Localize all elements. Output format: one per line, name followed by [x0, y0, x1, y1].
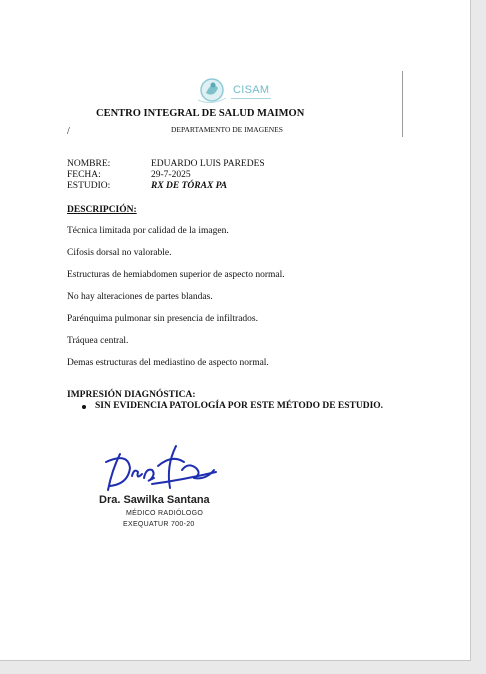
handwritten-signature — [102, 440, 222, 496]
study-value: RX DE TÓRAX PA — [151, 181, 228, 191]
stray-slash: / — [67, 126, 70, 137]
study-label: ESTUDIO: — [67, 181, 111, 191]
doctor-name: Dra. Sawilka Santana — [99, 494, 210, 506]
logo-underline — [231, 98, 271, 99]
bullet-icon — [82, 405, 86, 409]
department-name: DEPARTAMENTO DE IMAGENES — [171, 125, 283, 134]
description-title: DESCRIPCIÓN: — [67, 205, 137, 215]
date-value: 29-7-2025 — [151, 170, 191, 180]
window-background-bottom — [0, 661, 486, 674]
finding-line: Estructuras de hemiabdomen superior de aspecto normal. — [67, 270, 285, 280]
finding-line: No hay alteraciones de partes blandas. — [67, 292, 213, 302]
margin-marker — [402, 71, 403, 137]
impression-title: IMPRESIÓN DIAGNÓSTICA: — [67, 390, 196, 400]
name-label: NOMBRE: — [67, 159, 111, 169]
impression-item: SIN EVIDENCIA PATOLOGÍA POR ESTE MÉTODO DE ESTUDIO. — [95, 401, 384, 411]
organization-name: CENTRO INTEGRAL DE SALUD MAIMON — [96, 108, 305, 119]
window-background — [471, 0, 486, 674]
finding-line: Parénquima pulmonar sin presencia de infiltrados. — [67, 314, 259, 324]
finding-line: Demas estructuras del mediastino de aspecto normal. — [67, 358, 269, 368]
finding-line: Técnica limitada por calidad de la imagen. — [67, 226, 229, 236]
doctor-exequatur: EXEQUATUR 700-20 — [123, 521, 195, 528]
date-label: FECHA: — [67, 170, 101, 180]
finding-line: Tráquea central. — [67, 336, 129, 346]
name-value: EDUARDO LUIS PAREDES — [151, 159, 265, 169]
doctor-role: MÉDICO RADIÓLOGO — [126, 510, 204, 517]
logo-wordmark: CISAM — [233, 84, 270, 96]
finding-line: Cifosis dorsal no valorable. — [67, 248, 172, 258]
